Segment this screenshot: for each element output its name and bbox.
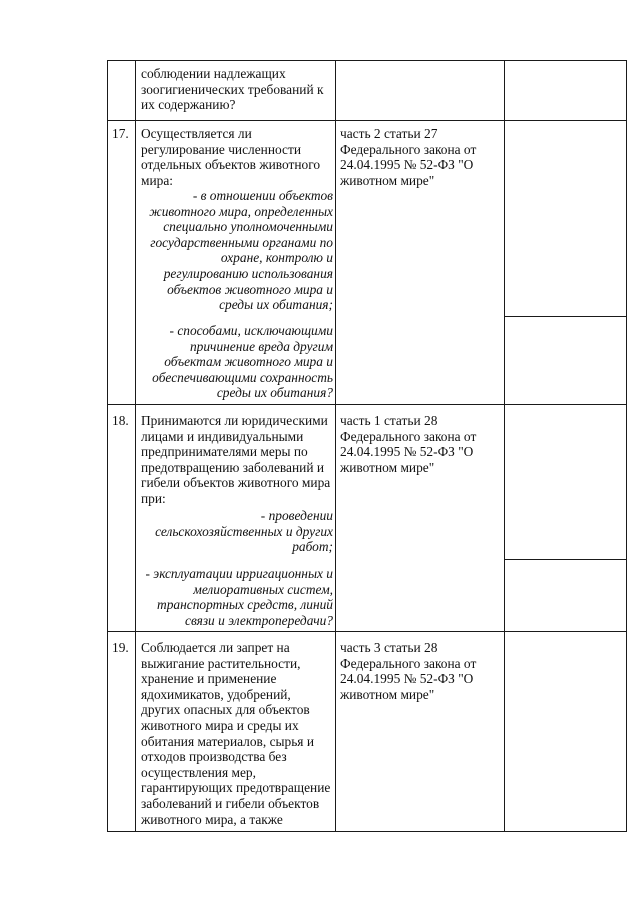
col-border-question <box>335 60 336 832</box>
sub-item-17-2: - способами, исключающими причинение вреда другим объектам животного мира и обеспечивающими сохранность среды их обитания? <box>152 323 333 401</box>
reference-17: часть 2 статьи 27 Федерального закона от 24.04.1995 № 52-ФЗ "О животном мире" <box>340 126 477 188</box>
reference-19: часть 3 статьи 28 Федерального закона от 24.04.1995 № 52-ФЗ "О животном мире" <box>340 640 477 702</box>
row-border-17 <box>107 120 627 121</box>
sub-item-18-2: - эксплуатации ирригационных и мелиоративных систем, транспортных средств, линий связи и электропередачи? <box>145 566 333 628</box>
row-border-bottom <box>107 831 627 832</box>
subrow-border-17 <box>504 316 627 317</box>
col-border-number <box>135 60 136 832</box>
row-number-19: 19. <box>112 640 129 655</box>
row-border-top <box>107 60 627 61</box>
checklist-table <box>107 60 627 832</box>
col-border-right <box>626 60 627 832</box>
sub-item-17-1: - в отношении объектов животного мира, определенных специально уполномоченными государственными органами по охране, контролю и регулированию использования объектов животного мира и среды их обитания; <box>149 188 333 313</box>
question-17: Осуществляется ли регулирование численности отдельных объектов животного мира: <box>141 126 321 188</box>
sub-item-18-1: - проведении сельскохозяйственных и других работ; <box>155 508 333 555</box>
row-number-18: 18. <box>112 413 129 428</box>
reference-18: часть 1 статьи 28 Федерального закона от 24.04.1995 № 52-ФЗ "О животном мире" <box>340 413 477 475</box>
question-18: Принимаются ли юридическими лицами и индивидуальными предпринимателями меры по предотвращению заболеваний и гибели объектов животного мира при: <box>141 413 331 506</box>
row-border-18 <box>107 404 627 405</box>
row-border-19 <box>107 631 627 632</box>
row-number-17: 17. <box>112 126 129 141</box>
col-border-reference <box>504 60 505 832</box>
col-border-left <box>107 60 108 832</box>
subrow-border-18 <box>504 559 627 560</box>
question-19: Соблюдается ли запрет на выжигание растительности, хранение и применение ядохимикатов, удобрений, других опасных для объектов животного мира и среды их обитания материалов, сырья и отходов производства без осуществления мер, гарантирующих предотвращение заболеваний и гибели объектов животного мира, а также <box>141 640 331 827</box>
question-16-continued: соблюдении надлежащих зоогигиенических требований к их содержанию? <box>141 66 324 113</box>
